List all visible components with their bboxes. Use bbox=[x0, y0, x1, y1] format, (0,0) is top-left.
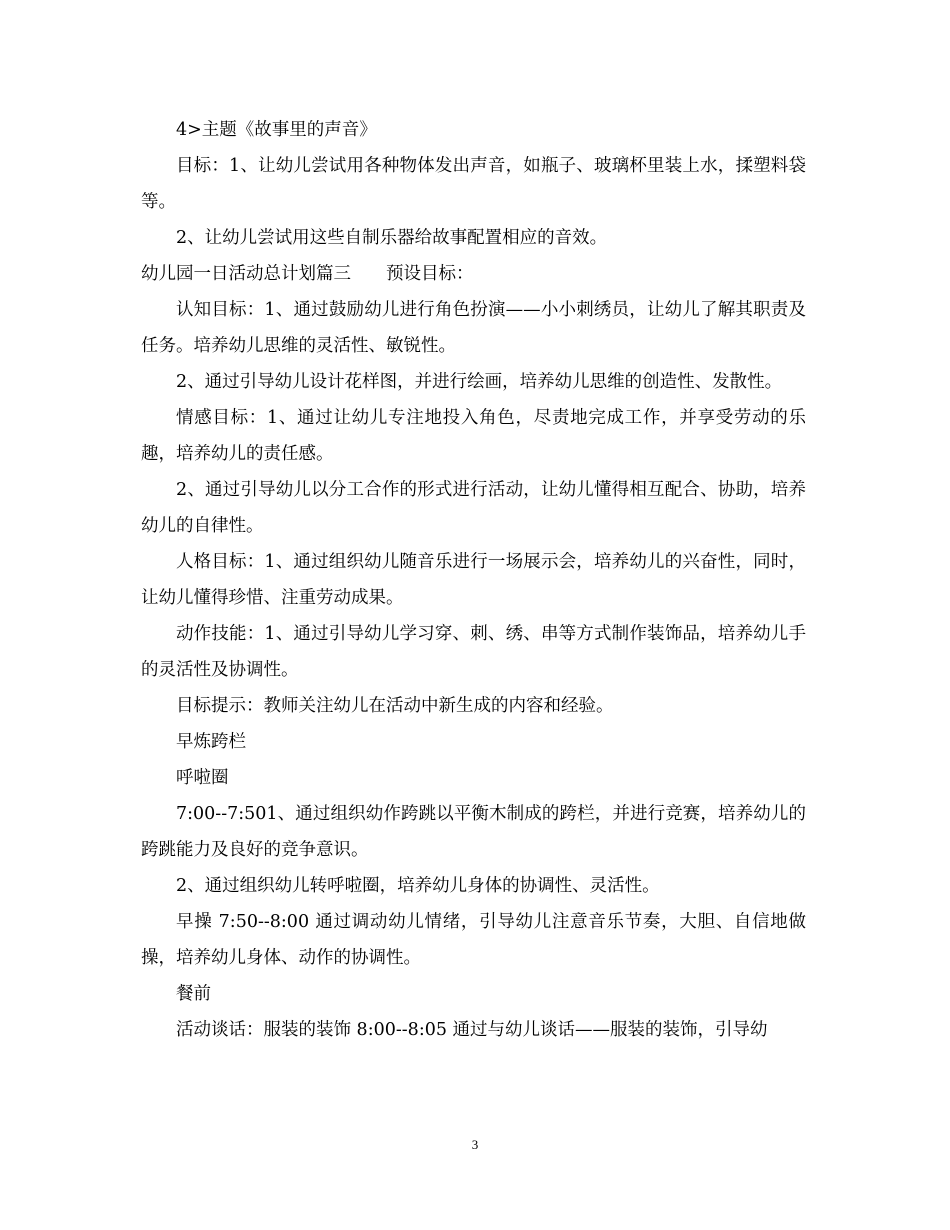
document-body bbox=[141, 112, 806, 1048]
paragraph-6: 2、通过引导幼儿设计花样图，并进行绘画，培养幼儿思维的创造性、发散性。 bbox=[176, 372, 783, 392]
paragraph-1: 4>主题《故事里的声音》 bbox=[176, 120, 377, 140]
page-number: 3 bbox=[471, 1137, 479, 1152]
paragraph-16: 早操 7:50--8:00 通过调动幼儿情绪，引导幼儿注意音乐节奏，大胆、自信地做操，培养幼儿身体、动作的协调性。 bbox=[141, 912, 806, 968]
paragraph-15: 2、通过组织幼儿转呼啦圈，培养幼儿身体的协调性、灵活性。 bbox=[176, 876, 660, 896]
paragraph-3: 2、让幼儿尝试用这些自制乐器给故事配置相应的音效。 bbox=[176, 228, 608, 248]
paragraph-14: 7:00--7:501、通过组织幼作跨跳以平衡木制成的跨栏，并进行竞赛，培养幼儿的跨跳能力及良好的竞争意识。 bbox=[141, 804, 806, 860]
paragraph-10: 动作技能：1、通过引导幼儿学习穿、刺、绣、串等方式制作装饰品，培养幼儿手的灵活性及协调性。 bbox=[141, 624, 806, 680]
paragraph-8: 2、通过引导幼儿以分工合作的形式进行活动，让幼儿懂得相互配合、协助，培养幼儿的自律性。 bbox=[141, 480, 806, 536]
paragraph-17: 餐前 bbox=[176, 984, 211, 1004]
paragraph-18: 活动谈话：服装的装饰 8:00--8:05 通过与幼儿谈话——服装的装饰，引导幼 bbox=[176, 1020, 768, 1040]
paragraph-7: 情感目标：1、通过让幼儿专注地投入角色，尽责地完成工作，并享受劳动的乐趣，培养幼儿的责任感。 bbox=[141, 408, 806, 464]
paragraph-5: 认知目标：1、通过鼓励幼儿进行角色扮演——小小刺绣员，让幼儿了解其职责及任务。培养幼儿思维的灵活性、敏锐性。 bbox=[141, 300, 806, 356]
paragraph-12: 早炼跨栏 bbox=[176, 732, 246, 752]
paragraph-13: 呼啦圈 bbox=[176, 768, 229, 788]
paragraph-9: 人格目标：1、通过组织幼儿随音乐进行一场展示会，培养幼儿的兴奋性，同时，让幼儿懂得珍惜、注重劳动成果。 bbox=[141, 552, 806, 608]
paragraph-2: 目标：1、让幼儿尝试用各种物体发出声音，如瓶子、玻璃杯里装上水，揉塑料袋等。 bbox=[141, 156, 806, 212]
section-heading: 幼儿园一日活动总计划篇三 预设目标： bbox=[141, 264, 474, 284]
paragraph-11: 目标提示：教师关注幼儿在活动中新生成的内容和经验。 bbox=[176, 696, 614, 716]
